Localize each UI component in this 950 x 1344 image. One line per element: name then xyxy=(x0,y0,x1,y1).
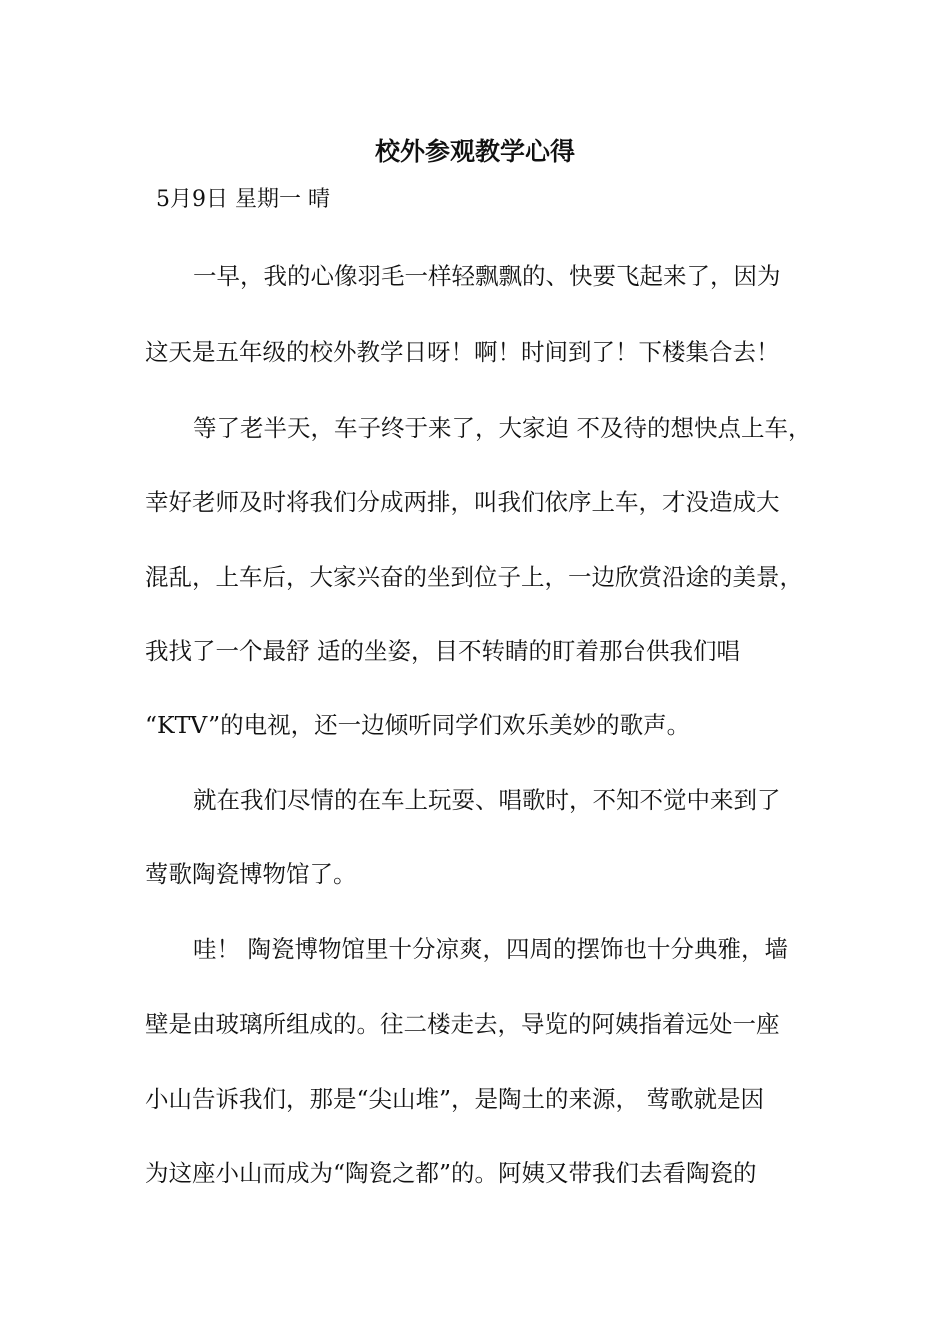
text-line: 哇！ 陶瓷博物馆里十分凉爽，四周的摆饰也十分典雅，墙 xyxy=(193,935,788,963)
text-line: 就在我们尽情的在车上玩耍、唱歌时，不知不觉中来到了 xyxy=(193,786,781,814)
text-line: “KTV”的电视，还一边倾听同学们欢乐美妙的歌声。 xyxy=(145,711,691,739)
text-line: 莺歌陶瓷博物馆了。 xyxy=(145,860,357,888)
dateline: 5月9日 星期一 晴 xyxy=(156,187,330,212)
text-line: 一早，我的心像羽毛一样轻飘飘的、快要飞起来了，因为 xyxy=(193,262,781,290)
text-line: 混乱，上车后，大家兴奋的坐到位子上，一边欣赏沿途的美景， xyxy=(145,563,803,591)
text-line: 我找了一个最舒 适的坐姿，目不转睛的盯着那台供我们唱 xyxy=(145,637,740,665)
text-line: 这天是五年级的校外教学日呀！啊！时间到了！下楼集合去！ xyxy=(145,338,780,366)
text-line: 为这座小山而成为“陶瓷之都”的。阿姨又带我们去看陶瓷的 xyxy=(145,1159,757,1187)
text-line: 小山告诉我们，那是“尖山堆”，是陶土的来源， 莺歌就是因 xyxy=(145,1085,764,1113)
text-line: 等了老半天，车子终于来了，大家迫 不及待的想快点上车， xyxy=(193,414,812,442)
text-line: 幸好老师及时将我们分成两排，叫我们依序上车，才没造成大 xyxy=(145,488,780,516)
text-line: 壁是由玻璃所组成的。往二楼走去，导览的阿姨指着远处一座 xyxy=(145,1010,780,1038)
document-title: 校外参观教学心得 xyxy=(374,137,575,166)
